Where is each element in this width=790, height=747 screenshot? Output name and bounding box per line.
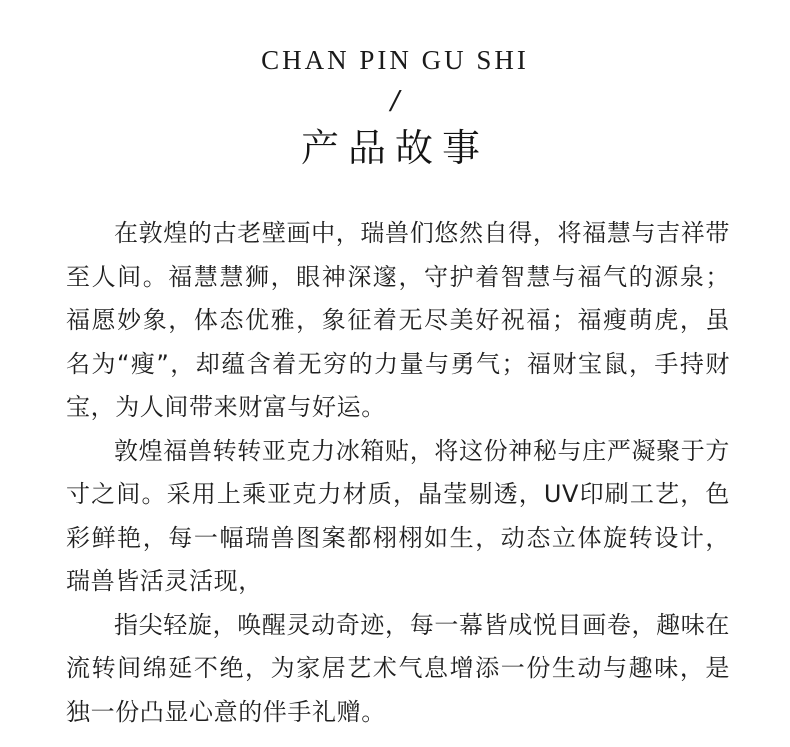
page-title: 产品故事: [300, 126, 489, 170]
slash-divider: /: [390, 86, 400, 116]
story-paragraph-2: 敦煌福兽转转亚克力冰箱贴，将这份神秘与庄严凝聚于方寸之间。采用上乘亚克力材质，晶莹剔透，UV印刷工艺，色彩鲜艳，每一幅瑞兽图案都栩栩如生，动态立体旋转设计，瑞兽皆活灵活现，: [66, 436, 730, 595]
story-body: [66, 212, 730, 734]
pinyin-subtitle: CHAN PIN GU SHI: [261, 45, 529, 75]
story-paragraph-1: 在敦煌的古老壁画中，瑞兽们悠然自得，将福慧与吉祥带至人间。福慧慧狮，眼神深邃，守护着智慧与福气的源泉；福愿妙象，体态优雅，象征着无尽美好祝福；福瘦萌虎，虽名为“瘦”，却蕴含着无穷的力量与勇气；福财宝鼠，手持财宝，为人间带来财富与好运。: [66, 219, 730, 421]
story-paragraph-3: 指尖轻旋，唤醒灵动奇迹，每一幕皆成悦目画卷，趣味在流转间绵延不绝，为家居艺术气息增添一份生动与趣味，是独一份凸显心意的伴手礼赠。: [66, 610, 730, 726]
